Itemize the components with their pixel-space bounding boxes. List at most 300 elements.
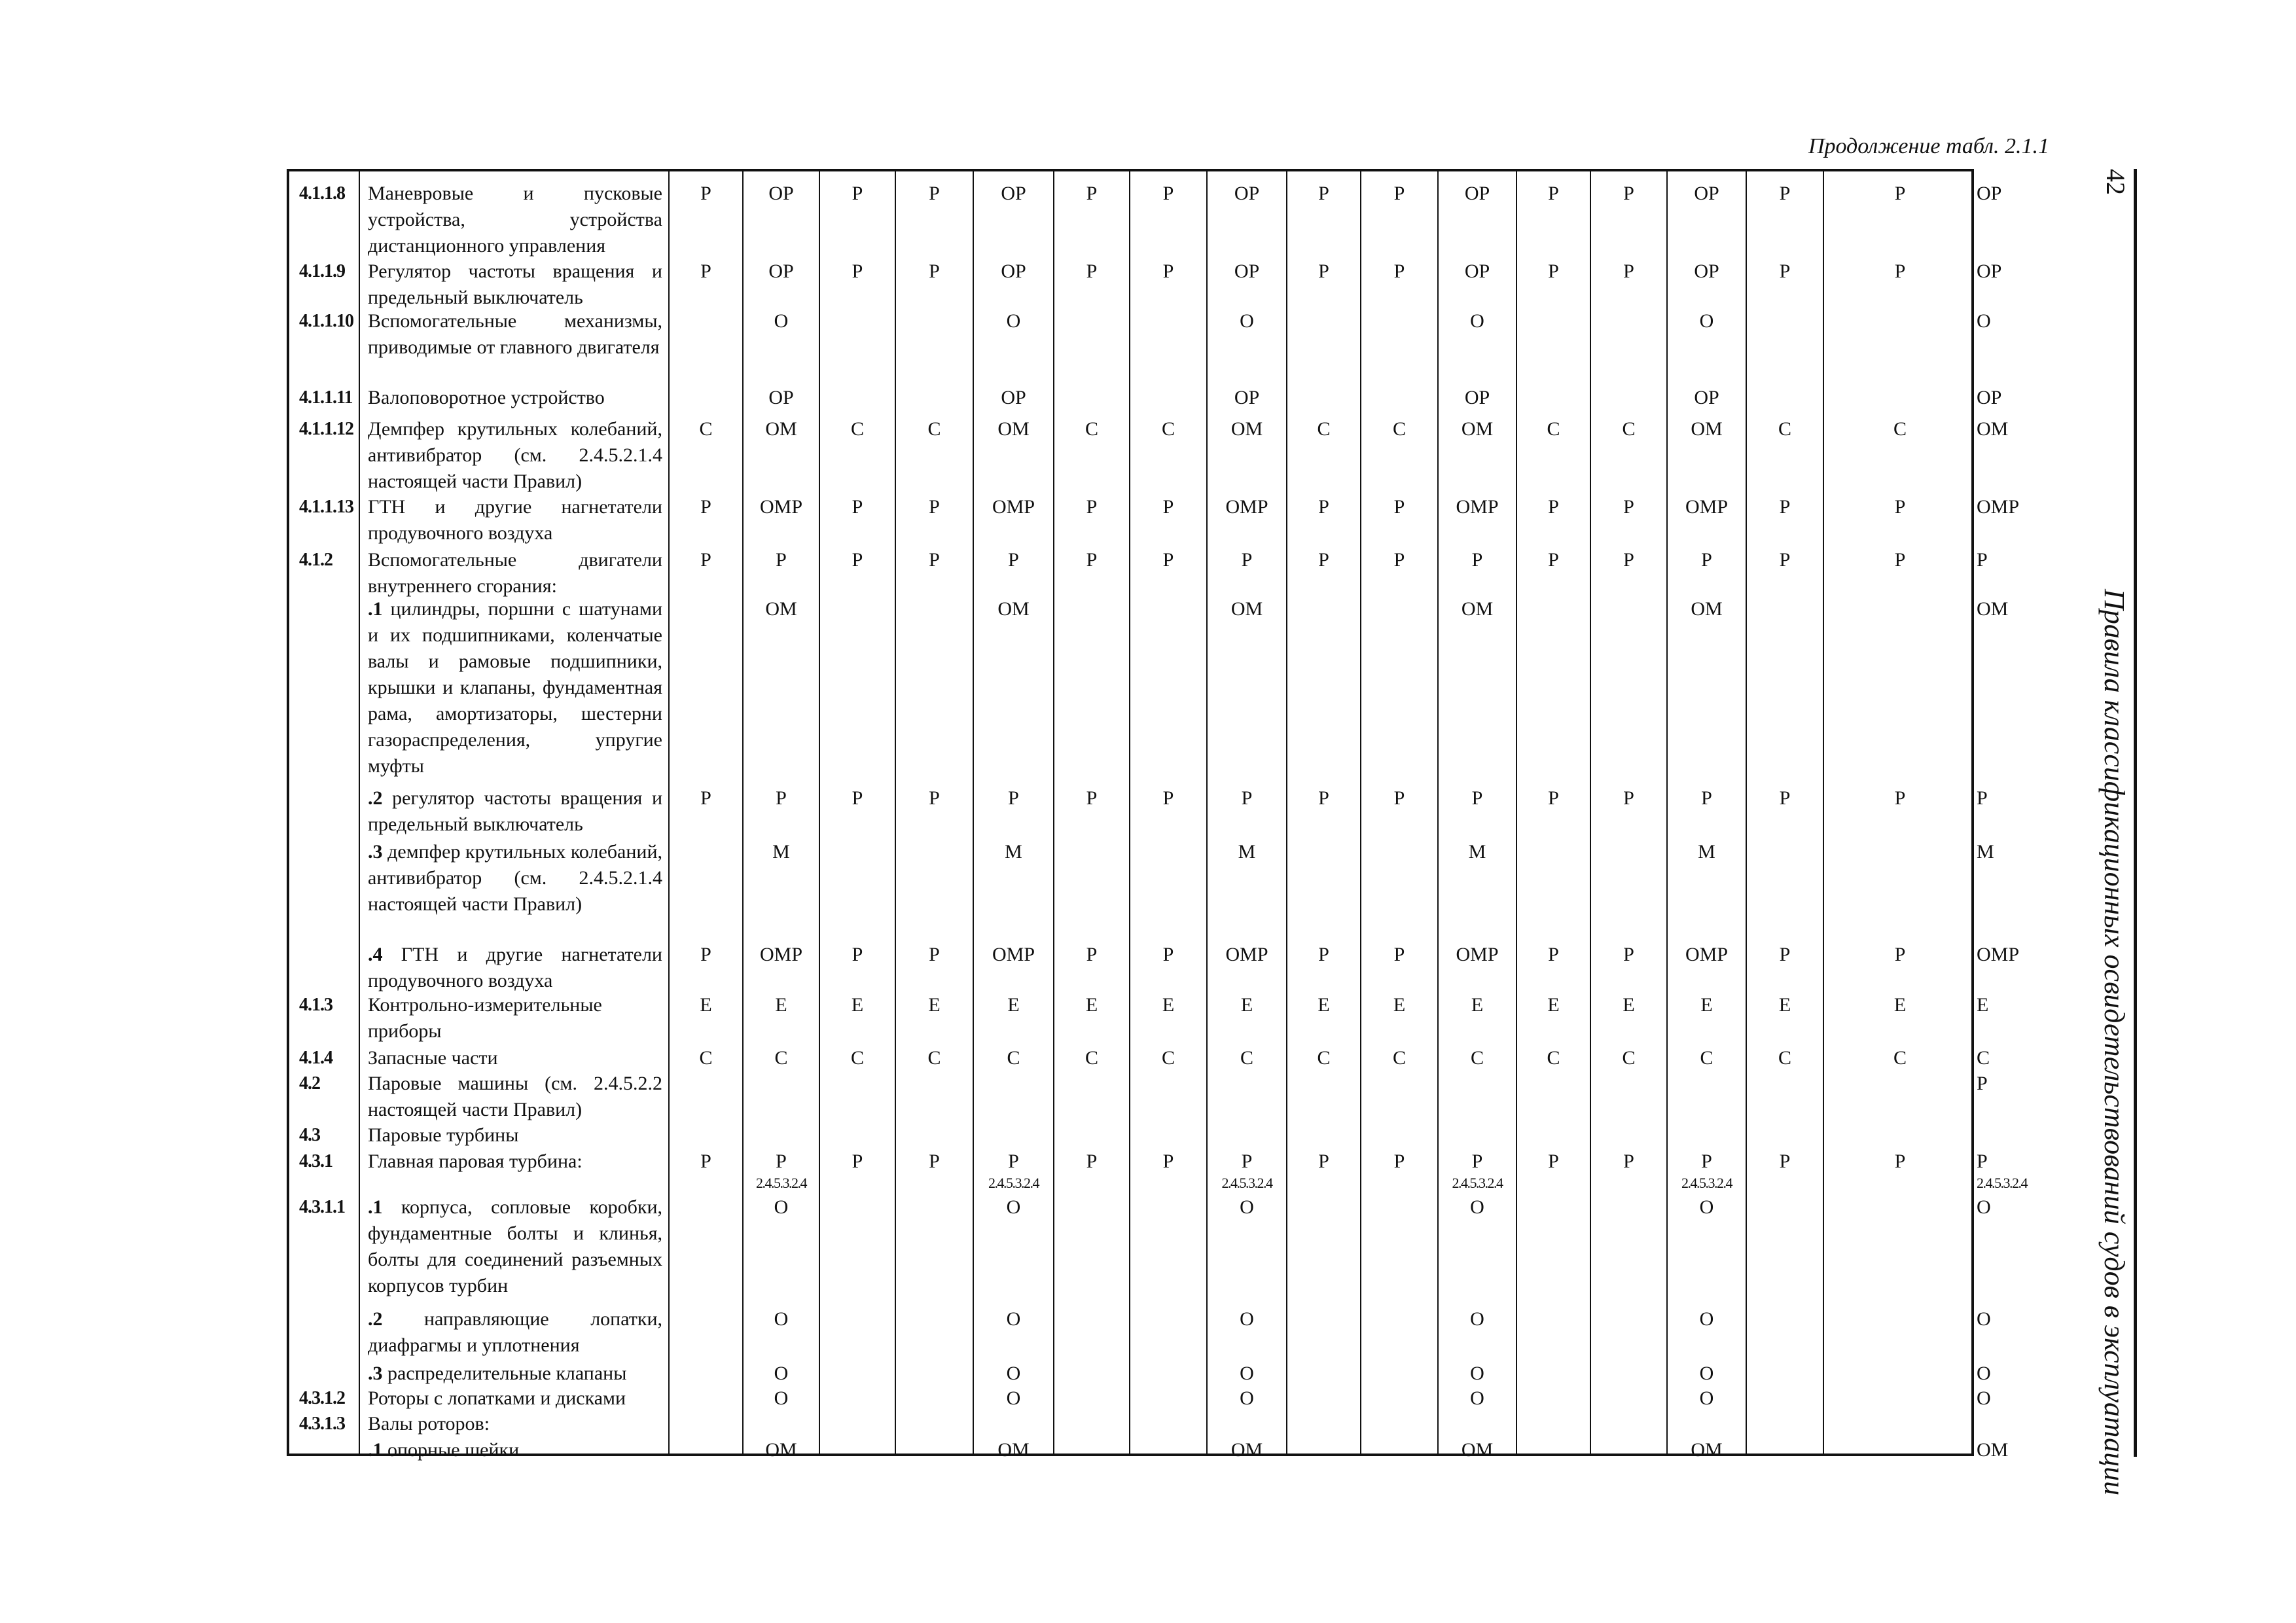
description-text: опорные шейки [382, 1439, 520, 1461]
column-divider [973, 171, 974, 1454]
row-number: 4.1.4 [299, 1048, 332, 1068]
survey-mark: С [1547, 418, 1560, 440]
survey-mark: С [850, 418, 864, 440]
survey-mark: ОР [768, 183, 794, 204]
row-description [368, 596, 662, 779]
survey-mark: ОР [1234, 260, 1260, 282]
item-prefix: .2 [368, 1308, 383, 1330]
survey-mark: ОР [1464, 260, 1490, 282]
column-divider [1053, 171, 1054, 1454]
survey-mark: Р [852, 260, 863, 282]
survey-mark: Р [1623, 944, 1634, 965]
survey-mark: О [774, 1308, 789, 1330]
column-divider [1516, 171, 1517, 1454]
survey-mark: О [1006, 1387, 1021, 1409]
survey-mark: Р [929, 787, 940, 809]
survey-mark: Р [1548, 944, 1559, 965]
survey-mark: Р [1393, 549, 1405, 571]
survey-mark: Р [700, 260, 711, 282]
survey-mark: Р [1894, 496, 1906, 518]
survey-mark: ОМ [997, 418, 1030, 440]
survey-mark: ОМ [1461, 598, 1494, 620]
survey-mark: Р [852, 549, 863, 571]
survey-mark: Р [1779, 496, 1791, 518]
survey-mark: Р [1318, 183, 1329, 204]
row-number: 4.1.1.8 [299, 183, 345, 204]
survey-mark: Р [852, 787, 863, 809]
survey-mark: ОР [1977, 183, 2002, 204]
survey-mark: Р [929, 183, 940, 204]
column-divider [1666, 171, 1668, 1454]
survey-mark: О [1006, 1363, 1021, 1384]
survey-mark: М [1977, 841, 1994, 863]
survey-mark: Р [1471, 549, 1483, 571]
page-number: 42 [2101, 169, 2130, 195]
item-prefix: .1 [368, 1196, 383, 1218]
survey-mark: Р [1701, 1150, 1712, 1172]
survey-mark: Е [1623, 994, 1635, 1016]
survey-mark: С [1392, 418, 1406, 440]
survey-mark: С [1161, 418, 1175, 440]
column-divider [1823, 171, 1824, 1454]
survey-mark: Р [1393, 1150, 1405, 1172]
survey-mark: О [1470, 1363, 1484, 1384]
survey-mark: Р [1162, 260, 1174, 282]
column-divider [742, 171, 744, 1454]
survey-mark: С [1778, 418, 1791, 440]
survey-mark: М [1468, 841, 1486, 863]
row-description [368, 942, 662, 994]
survey-mark: Р [1894, 1150, 1906, 1172]
row-description [368, 1149, 662, 1175]
survey-mark: О [1699, 310, 1714, 332]
item-prefix: .1 [368, 1439, 383, 1461]
survey-mark: О [1699, 1363, 1714, 1384]
rule-reference: 2.4.5.3.2.4 [756, 1175, 806, 1191]
survey-mark: С [1778, 1047, 1791, 1069]
row-description [368, 1306, 662, 1359]
row-number: 4.3.1.3 [299, 1414, 345, 1434]
row-description [368, 785, 662, 838]
row-description [368, 416, 662, 495]
survey-mark: ОР [1001, 183, 1026, 204]
description-text: Валоповоротное устройство [368, 387, 605, 408]
survey-mark: ОМ [765, 598, 797, 620]
survey-mark: Р [1162, 496, 1174, 518]
description-text: Паровые турбины [368, 1124, 519, 1146]
item-prefix: .4 [368, 944, 383, 965]
item-prefix: .3 [368, 841, 383, 863]
survey-mark: ОМР [1977, 944, 2020, 965]
survey-mark: Р [1008, 787, 1019, 809]
survey-mark: Р [1548, 549, 1559, 571]
column-divider [1286, 171, 1287, 1454]
survey-mark: С [1240, 1047, 1253, 1069]
survey-mark: С [1547, 1047, 1560, 1069]
survey-mark: Р [1701, 787, 1712, 809]
survey-mark: М [1698, 841, 1715, 863]
survey-mark: О [1240, 310, 1254, 332]
survey-mark: Р [852, 1150, 863, 1172]
table-caption: Продолжение табл. 2.1.1 [1808, 134, 2049, 158]
survey-mark: Р [1241, 787, 1253, 809]
description-text: Вспомогательные двигатели внутреннего сгорания: [368, 549, 662, 597]
survey-mark: ОМ [1977, 1439, 2009, 1461]
survey-mark: Р [1162, 183, 1174, 204]
survey-mark: Р [1623, 787, 1634, 809]
survey-mark: О [1006, 1196, 1021, 1218]
survey-mark: ОР [1234, 387, 1260, 408]
survey-mark: ОМ [1461, 1439, 1494, 1461]
description-text: Главная паровая турбина: [368, 1150, 583, 1172]
survey-mark: О [1240, 1308, 1254, 1330]
row-description [368, 259, 662, 311]
survey-mark: Р [700, 787, 711, 809]
survey-mark: Е [1700, 994, 1713, 1016]
survey-mark: Р [700, 496, 711, 518]
survey-mark: Р [1548, 260, 1559, 282]
survey-mark: Р [1162, 1150, 1174, 1172]
survey-mark: Р [1701, 549, 1712, 571]
survey-mark: Е [1471, 994, 1484, 1016]
row-number: 4.1.3 [299, 995, 332, 1015]
survey-mark: ОР [768, 387, 794, 408]
survey-mark: С [1161, 1047, 1175, 1069]
survey-mark: О [1977, 310, 1991, 332]
survey-mark: Р [1548, 496, 1559, 518]
survey-mark: О [1699, 1196, 1714, 1218]
description-text: регулятор частоты вращения и предельный выключатель [368, 787, 662, 835]
survey-mark: Р [1393, 787, 1405, 809]
survey-mark: Р [1977, 1073, 1988, 1094]
survey-mark: Р [1977, 549, 1988, 571]
item-prefix: .2 [368, 787, 383, 809]
survey-mark: Р [1623, 260, 1634, 282]
survey-table [287, 169, 2027, 1461]
survey-mark: Е [1162, 994, 1175, 1016]
survey-mark: ОМ [1691, 418, 1723, 440]
survey-mark: О [1470, 310, 1484, 332]
survey-mark: ОМ [1230, 598, 1263, 620]
survey-mark: Р [852, 496, 863, 518]
survey-mark: М [1238, 841, 1256, 863]
survey-mark: ОМ [1461, 418, 1494, 440]
survey-mark: Р [929, 944, 940, 965]
row-description [368, 1045, 662, 1071]
survey-mark: ОР [1977, 387, 2002, 408]
survey-mark: Р [1086, 944, 1098, 965]
survey-mark: ОМР [1685, 944, 1729, 965]
survey-mark: Р [1471, 787, 1483, 809]
survey-mark: Р [1008, 1150, 1019, 1172]
survey-mark: Р [700, 183, 711, 204]
survey-mark: Р [929, 549, 940, 571]
rule-reference: 2.4.5.3.2.4 [1681, 1175, 1732, 1191]
survey-mark: Р [1894, 260, 1906, 282]
survey-mark: О [1006, 1308, 1021, 1330]
survey-mark: Р [1977, 787, 1988, 809]
rule-reference: 2.4.5.3.2.4 [1977, 1175, 2027, 1191]
survey-mark: О [1470, 1387, 1484, 1409]
survey-mark: ОР [1694, 387, 1719, 408]
description-text: Маневровые и пусковые устройства, устройства дистанционного управления [368, 183, 662, 257]
description-text: корпуса, сопловые коробки, фундаментные болты и клинья, болты для соединений разъемных корпусов турбин [368, 1196, 662, 1296]
survey-mark: Р [776, 549, 787, 571]
description-text: ГТН и другие нагнетатели продувочного воздуха [368, 496, 662, 544]
survey-mark: С [927, 418, 941, 440]
survey-mark: ОМ [1230, 418, 1263, 440]
row-number: 4.3.1.2 [299, 1388, 345, 1408]
row-number: 4.1.1.13 [299, 497, 353, 517]
survey-mark: С [1085, 418, 1098, 440]
survey-mark: О [774, 1387, 789, 1409]
survey-mark: С [1977, 1047, 1990, 1069]
row-number: 4.1.1.10 [299, 311, 353, 331]
row-number: 4.1.1.12 [299, 419, 353, 439]
survey-mark: Р [1318, 260, 1329, 282]
survey-mark: Р [1162, 549, 1174, 571]
survey-mark: ОМ [997, 598, 1030, 620]
survey-mark: Е [1778, 994, 1791, 1016]
survey-mark: Р [1086, 260, 1098, 282]
survey-mark: О [1470, 1196, 1484, 1218]
survey-mark: Р [1894, 183, 1906, 204]
row-description [368, 1385, 662, 1412]
survey-mark: Р [1894, 944, 1906, 965]
survey-mark: О [1240, 1196, 1254, 1218]
survey-mark: Р [1393, 183, 1405, 204]
survey-mark: ОМР [1225, 496, 1268, 518]
survey-mark: ОМР [1685, 496, 1729, 518]
survey-mark: Р [1623, 496, 1634, 518]
survey-mark: Р [776, 1150, 787, 1172]
survey-mark: С [774, 1047, 788, 1069]
survey-mark: Р [1977, 1150, 1988, 1172]
survey-mark: Е [1007, 994, 1020, 1016]
survey-mark: ОР [1464, 387, 1490, 408]
survey-mark: О [1977, 1387, 1991, 1409]
description-text: Демпфер крутильных колебаний, антивибратор (см. 2.4.5.2.1.4 настоящей части Правил) [368, 418, 662, 492]
survey-mark: С [1470, 1047, 1484, 1069]
survey-mark: ОР [1234, 183, 1260, 204]
survey-mark: Е [1393, 994, 1406, 1016]
survey-mark: Р [1623, 549, 1634, 571]
survey-mark: ОР [768, 260, 794, 282]
column-divider [895, 171, 896, 1454]
survey-mark: ОР [1694, 260, 1719, 282]
survey-mark: Р [1162, 787, 1174, 809]
survey-mark: Е [928, 994, 941, 1016]
description-text: Запасные части [368, 1047, 498, 1069]
survey-mark: Е [1977, 994, 1989, 1016]
survey-mark: С [1700, 1047, 1713, 1069]
column-divider [1360, 171, 1361, 1454]
description-text: Паровые машины (см. 2.4.5.2.2 настоящей части Правил) [368, 1073, 662, 1120]
survey-mark: Р [1393, 496, 1405, 518]
survey-mark: Р [1779, 944, 1791, 965]
column-divider [668, 171, 670, 1454]
row-number: 4.3.1.1 [299, 1197, 345, 1217]
survey-mark: ОМР [1456, 496, 1499, 518]
survey-mark: О [1240, 1387, 1254, 1409]
survey-mark: Р [1318, 549, 1329, 571]
survey-mark: С [699, 1047, 713, 1069]
survey-mark: Р [1086, 549, 1098, 571]
survey-mark: С [1317, 1047, 1331, 1069]
survey-mark: О [774, 310, 789, 332]
row-number: 4.3.1 [299, 1151, 332, 1171]
survey-mark: Р [1318, 787, 1329, 809]
survey-mark: Р [852, 944, 863, 965]
survey-mark: С [927, 1047, 941, 1069]
description-text: демпфер крутильных колебаний, антивибратор (см. 2.4.5.2.1.4 настоящей части Правил) [368, 841, 662, 915]
row-description [368, 992, 662, 1044]
row-number: 4.1.1.11 [299, 387, 353, 408]
survey-mark: Е [851, 994, 864, 1016]
survey-mark: Р [929, 260, 940, 282]
survey-mark: Р [1779, 787, 1791, 809]
description-text: Контрольно-измерительные приборы [368, 994, 602, 1042]
rule-reference: 2.4.5.3.2.4 [988, 1175, 1039, 1191]
column-divider [1206, 171, 1208, 1454]
column-divider [1590, 171, 1591, 1454]
survey-mark: ОМ [1977, 598, 2009, 620]
survey-mark: С [699, 418, 713, 440]
survey-mark: Р [1086, 496, 1098, 518]
row-description [368, 1437, 662, 1463]
column-divider [359, 171, 360, 1454]
row-description [368, 385, 662, 411]
survey-mark: Р [700, 1150, 711, 1172]
description-text: направляющие лопатки, диафрагмы и уплотнения [368, 1308, 662, 1356]
survey-mark: Р [1393, 944, 1405, 965]
description-text: цилиндры, поршни с шатунами и их подшипниками, коленчатые валы и рамовые подшипники, крышки и клапаны, фундаментная рама, амортизаторы, шестерни газораспределения, упругие муфты [368, 598, 662, 777]
row-description [368, 547, 662, 599]
row-description [368, 308, 662, 361]
survey-mark: Р [1393, 260, 1405, 282]
row-description [368, 1071, 662, 1123]
survey-mark: Р [1241, 549, 1253, 571]
row-number: 4.1.1.9 [299, 261, 345, 281]
row-number: 4.1.2 [299, 550, 332, 570]
survey-mark: Р [1086, 787, 1098, 809]
survey-mark: Е [1318, 994, 1330, 1016]
survey-mark: Р [1008, 549, 1019, 571]
column-divider [1129, 171, 1130, 1454]
survey-mark: Р [1318, 496, 1329, 518]
survey-mark: ОМР [1456, 944, 1499, 965]
survey-mark: Р [1623, 183, 1634, 204]
description-text: ГТН и другие нагнетатели продувочного воздуха [368, 944, 662, 991]
row-description [368, 1411, 662, 1437]
survey-mark: ОМР [992, 944, 1035, 965]
description-text: распределительные клапаны [382, 1363, 627, 1384]
survey-mark: Р [1548, 787, 1559, 809]
survey-mark: С [1392, 1047, 1406, 1069]
running-title: Правила классификационных освидетельствований судов в эксплуатации [2098, 589, 2130, 1496]
survey-mark: О [1006, 310, 1021, 332]
row-description [368, 1194, 662, 1299]
survey-mark: О [774, 1196, 789, 1218]
description-text: Валы роторов: [368, 1413, 490, 1435]
survey-mark: О [1699, 1308, 1714, 1330]
survey-mark: Р [1241, 1150, 1253, 1172]
item-prefix: .1 [368, 598, 383, 620]
row-description [368, 1361, 662, 1387]
survey-mark: Р [1471, 1150, 1483, 1172]
survey-mark: ОР [1001, 260, 1026, 282]
column-divider [819, 171, 820, 1454]
description-text: Регулятор частоты вращения и предельный выключатель [368, 260, 662, 308]
survey-mark: Е [1240, 994, 1253, 1016]
survey-mark: Е [1085, 994, 1098, 1016]
row-description [368, 494, 662, 546]
survey-mark: С [1622, 418, 1636, 440]
survey-mark: С [1317, 418, 1331, 440]
description-text: Вспомогательные механизмы, приводимые от главного двигателя [368, 310, 662, 358]
survey-mark: ОР [1694, 183, 1719, 204]
survey-mark: О [1240, 1363, 1254, 1384]
survey-mark: Р [1894, 787, 1906, 809]
survey-mark: ОМ [1691, 1439, 1723, 1461]
survey-mark: Р [1548, 1150, 1559, 1172]
item-prefix: .3 [368, 1363, 383, 1384]
survey-mark: Р [929, 496, 940, 518]
survey-mark: Р [1318, 1150, 1329, 1172]
survey-mark: Р [1779, 549, 1791, 571]
survey-mark: ОМР [759, 944, 803, 965]
survey-mark: Е [775, 994, 787, 1016]
survey-mark: М [1005, 841, 1022, 863]
survey-mark: С [850, 1047, 864, 1069]
survey-mark: ОМ [1977, 418, 2009, 440]
survey-mark: Р [1779, 1150, 1791, 1172]
row-description [368, 839, 662, 918]
survey-mark: ОМР [1977, 496, 2020, 518]
survey-mark: Р [1548, 183, 1559, 204]
survey-mark: Р [852, 183, 863, 204]
description-text: Роторы с лопатками и дисками [368, 1387, 626, 1409]
survey-mark: М [772, 841, 790, 863]
row-number: 4.2 [299, 1073, 320, 1094]
survey-mark: Р [776, 787, 787, 809]
survey-mark: Р [1162, 944, 1174, 965]
survey-mark: Р [1318, 944, 1329, 965]
survey-mark: О [1977, 1308, 1991, 1330]
survey-mark: Р [1086, 1150, 1098, 1172]
survey-mark: ОР [1464, 183, 1490, 204]
survey-mark: С [1085, 1047, 1098, 1069]
rule-reference: 2.4.5.3.2.4 [1221, 1175, 1272, 1191]
rule-reference: 2.4.5.3.2.4 [1452, 1175, 1503, 1191]
survey-mark: Р [700, 944, 711, 965]
survey-mark: ОМ [1691, 598, 1723, 620]
survey-mark: ОМР [992, 496, 1035, 518]
survey-mark: Р [1779, 183, 1791, 204]
survey-mark: С [1893, 1047, 1907, 1069]
survey-mark: Р [1779, 260, 1791, 282]
survey-mark: ОМР [759, 496, 803, 518]
survey-mark: Е [1893, 994, 1907, 1016]
survey-mark: О [1977, 1196, 1991, 1218]
survey-mark: Е [700, 994, 712, 1016]
survey-mark: Е [1547, 994, 1560, 1016]
survey-mark: С [1007, 1047, 1020, 1069]
survey-mark: ОР [1001, 387, 1026, 408]
survey-mark: Р [1623, 1150, 1634, 1172]
row-description [368, 1122, 662, 1149]
survey-mark: ОМ [765, 418, 797, 440]
